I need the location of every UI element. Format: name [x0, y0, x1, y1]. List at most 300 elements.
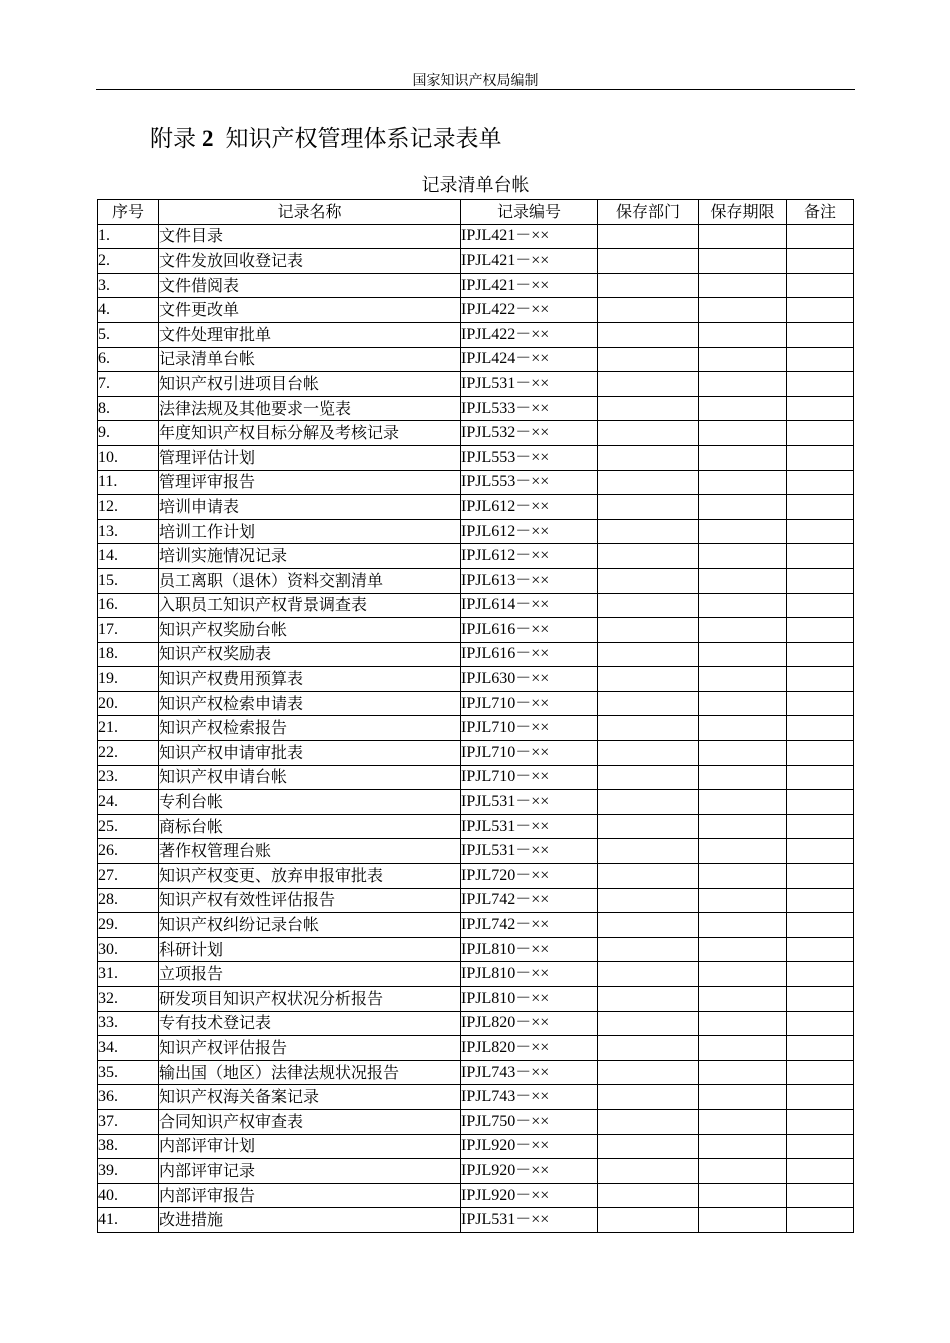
row-number: 28. — [98, 888, 159, 913]
record-code: IPJL616－×× — [461, 642, 598, 667]
record-name: 文件借阅表 — [159, 273, 461, 298]
department-cell — [598, 790, 699, 815]
department-cell — [598, 273, 699, 298]
remarks-cell — [787, 372, 854, 397]
remarks-cell — [787, 1036, 854, 1061]
record-name: 知识产权奖励表 — [159, 642, 461, 667]
department-cell — [598, 765, 699, 790]
record-code: IPJL750－×× — [461, 1109, 598, 1134]
retention-period-cell — [699, 519, 787, 544]
table-row — [98, 421, 854, 446]
row-number: 12. — [98, 495, 159, 520]
retention-period-cell — [699, 322, 787, 347]
remarks-cell — [787, 445, 854, 470]
record-code: IPJL531－×× — [461, 372, 598, 397]
remarks-cell — [787, 839, 854, 864]
row-number: 17. — [98, 618, 159, 643]
retention-period-cell — [699, 273, 787, 298]
department-cell — [598, 495, 699, 520]
retention-period-cell — [699, 937, 787, 962]
retention-period-cell — [699, 445, 787, 470]
department-cell — [598, 1085, 699, 1110]
row-number: 22. — [98, 741, 159, 766]
department-cell — [598, 224, 699, 249]
row-number: 34. — [98, 1036, 159, 1061]
row-number: 36. — [98, 1085, 159, 1110]
department-cell — [598, 1159, 699, 1184]
remarks-cell — [787, 273, 854, 298]
department-cell — [598, 1036, 699, 1061]
retention-period-cell — [699, 1109, 787, 1134]
remarks-cell — [787, 1109, 854, 1134]
table-row — [98, 249, 854, 274]
record-name: 文件目录 — [159, 224, 461, 249]
record-code: IPJL810－×× — [461, 987, 598, 1012]
remarks-cell — [787, 741, 854, 766]
department-cell — [598, 1134, 699, 1159]
department-cell — [598, 716, 699, 741]
retention-period-cell — [699, 421, 787, 446]
table-row — [98, 839, 854, 864]
remarks-cell — [787, 593, 854, 618]
table-row — [98, 322, 854, 347]
record-code: IPJL743－×× — [461, 1060, 598, 1085]
remarks-cell — [787, 814, 854, 839]
remarks-cell — [787, 1159, 854, 1184]
record-name: 科研计划 — [159, 937, 461, 962]
remarks-cell — [787, 421, 854, 446]
remarks-cell — [787, 864, 854, 889]
row-number: 11. — [98, 470, 159, 495]
record-code: IPJL613－×× — [461, 568, 598, 593]
remarks-cell — [787, 691, 854, 716]
remarks-cell — [787, 347, 854, 372]
row-number: 27. — [98, 864, 159, 889]
department-cell — [598, 667, 699, 692]
record-code: IPJL421－×× — [461, 249, 598, 274]
department-cell — [598, 445, 699, 470]
remarks-cell — [787, 1134, 854, 1159]
table-row — [98, 1060, 854, 1085]
department-cell — [598, 741, 699, 766]
remarks-cell — [787, 790, 854, 815]
table-row — [98, 1134, 854, 1159]
record-name: 研发项目知识产权状况分析报告 — [159, 987, 461, 1012]
record-code: IPJL614－×× — [461, 593, 598, 618]
record-name: 员工离职（退休）资料交割清单 — [159, 568, 461, 593]
record-code: IPJL612－×× — [461, 519, 598, 544]
record-code: IPJL820－×× — [461, 1011, 598, 1036]
retention-period-cell — [699, 495, 787, 520]
row-number: 9. — [98, 421, 159, 446]
remarks-cell — [787, 1208, 854, 1233]
retention-period-cell — [699, 1208, 787, 1233]
department-cell — [598, 691, 699, 716]
record-name: 知识产权引进项目台帐 — [159, 372, 461, 397]
record-code: IPJL531－×× — [461, 814, 598, 839]
table-row — [98, 790, 854, 815]
record-code: IPJL710－×× — [461, 716, 598, 741]
department-cell — [598, 1183, 699, 1208]
retention-period-cell — [699, 642, 787, 667]
remarks-cell — [787, 1183, 854, 1208]
department-cell — [598, 1208, 699, 1233]
remarks-cell — [787, 642, 854, 667]
record-code: IPJL532－×× — [461, 421, 598, 446]
retention-period-cell — [699, 618, 787, 643]
record-code: IPJL742－×× — [461, 913, 598, 938]
remarks-cell — [787, 470, 854, 495]
retention-period-cell — [699, 544, 787, 569]
row-number: 7. — [98, 372, 159, 397]
table-row — [98, 495, 854, 520]
record-name: 知识产权检索申请表 — [159, 691, 461, 716]
record-name: 输出国（地区）法律法规状况报告 — [159, 1060, 461, 1085]
table-row — [98, 273, 854, 298]
table-row — [98, 691, 854, 716]
row-number: 21. — [98, 716, 159, 741]
record-code: IPJL531－×× — [461, 839, 598, 864]
appendix-number: 2 — [202, 126, 214, 151]
record-name: 知识产权有效性评估报告 — [159, 888, 461, 913]
record-code: IPJL710－×× — [461, 765, 598, 790]
retention-period-cell — [699, 1036, 787, 1061]
retention-period-cell — [699, 470, 787, 495]
table-row — [98, 1109, 854, 1134]
retention-period-cell — [699, 790, 787, 815]
record-code: IPJL422－×× — [461, 298, 598, 323]
record-name: 知识产权评估报告 — [159, 1036, 461, 1061]
remarks-cell — [787, 1085, 854, 1110]
retention-period-cell — [699, 396, 787, 421]
record-code: IPJL422－×× — [461, 322, 598, 347]
table-row — [98, 1011, 854, 1036]
table-row — [98, 888, 854, 913]
record-code: IPJL421－×× — [461, 273, 598, 298]
remarks-cell — [787, 224, 854, 249]
retention-period-cell — [699, 691, 787, 716]
record-code: IPJL630－×× — [461, 667, 598, 692]
row-number: 41. — [98, 1208, 159, 1233]
record-code: IPJL743－×× — [461, 1085, 598, 1110]
table-row — [98, 298, 854, 323]
record-name: 培训申请表 — [159, 495, 461, 520]
table-row — [98, 568, 854, 593]
department-cell — [598, 372, 699, 397]
record-name: 管理评审报告 — [159, 470, 461, 495]
department-cell — [598, 618, 699, 643]
retention-period-cell — [699, 716, 787, 741]
record-name: 知识产权申请台帐 — [159, 765, 461, 790]
record-name: 知识产权纠纷记录台帐 — [159, 913, 461, 938]
header-divider — [96, 89, 855, 90]
retention-period-cell — [699, 1183, 787, 1208]
row-number: 29. — [98, 913, 159, 938]
record-name: 专有技术登记表 — [159, 1011, 461, 1036]
remarks-cell — [787, 716, 854, 741]
retention-period-cell — [699, 1159, 787, 1184]
table-row — [98, 1159, 854, 1184]
record-code: IPJL710－×× — [461, 741, 598, 766]
retention-period-cell — [699, 864, 787, 889]
retention-period-cell — [699, 298, 787, 323]
retention-period-cell — [699, 962, 787, 987]
record-name: 专利台帐 — [159, 790, 461, 815]
record-code: IPJL612－×× — [461, 495, 598, 520]
row-number: 1. — [98, 224, 159, 249]
table-row — [98, 519, 854, 544]
row-number: 10. — [98, 445, 159, 470]
department-cell — [598, 421, 699, 446]
department-cell — [598, 470, 699, 495]
retention-period-cell — [699, 741, 787, 766]
department-cell — [598, 568, 699, 593]
record-name: 年度知识产权目标分解及考核记录 — [159, 421, 461, 446]
department-cell — [598, 839, 699, 864]
table-row — [98, 544, 854, 569]
record-name: 知识产权海关备案记录 — [159, 1085, 461, 1110]
record-code: IPJL531－×× — [461, 1208, 598, 1233]
department-cell — [598, 519, 699, 544]
col-header-department: 保存部门 — [598, 200, 699, 225]
record-name: 入职员工知识产权背景调查表 — [159, 593, 461, 618]
row-number: 14. — [98, 544, 159, 569]
table-body — [98, 224, 854, 1232]
record-code: IPJL810－×× — [461, 962, 598, 987]
record-code: IPJL616－×× — [461, 618, 598, 643]
retention-period-cell — [699, 249, 787, 274]
row-number: 31. — [98, 962, 159, 987]
row-number: 2. — [98, 249, 159, 274]
department-cell — [598, 913, 699, 938]
department-cell — [598, 1060, 699, 1085]
record-code: IPJL424－×× — [461, 347, 598, 372]
row-number: 15. — [98, 568, 159, 593]
remarks-cell — [787, 913, 854, 938]
table-header-row — [98, 200, 854, 225]
table-row — [98, 937, 854, 962]
record-name: 知识产权检索报告 — [159, 716, 461, 741]
record-code: IPJL710－×× — [461, 691, 598, 716]
record-name: 文件处理审批单 — [159, 322, 461, 347]
remarks-cell — [787, 888, 854, 913]
table-row — [98, 347, 854, 372]
remarks-cell — [787, 1011, 854, 1036]
row-number: 40. — [98, 1183, 159, 1208]
table-row — [98, 667, 854, 692]
row-number: 26. — [98, 839, 159, 864]
record-code: IPJL810－×× — [461, 937, 598, 962]
record-name: 商标台帐 — [159, 814, 461, 839]
table-title: 记录清单台帐 — [421, 175, 530, 196]
row-number: 35. — [98, 1060, 159, 1085]
department-cell — [598, 322, 699, 347]
col-header-number: 序号 — [98, 200, 159, 225]
remarks-cell — [787, 249, 854, 274]
remarks-cell — [787, 962, 854, 987]
department-cell — [598, 396, 699, 421]
table-row — [98, 224, 854, 249]
department-cell — [598, 642, 699, 667]
record-name: 管理评估计划 — [159, 445, 461, 470]
table-row — [98, 765, 854, 790]
remarks-cell — [787, 298, 854, 323]
page-header: 国家知识产权局编制 — [412, 73, 539, 89]
table-row — [98, 962, 854, 987]
record-code: IPJL742－×× — [461, 888, 598, 913]
table-row — [98, 864, 854, 889]
remarks-cell — [787, 396, 854, 421]
retention-period-cell — [699, 765, 787, 790]
col-header-remarks: 备注 — [787, 200, 854, 225]
remarks-cell — [787, 544, 854, 569]
retention-period-cell — [699, 888, 787, 913]
row-number: 19. — [98, 667, 159, 692]
record-name: 著作权管理台账 — [159, 839, 461, 864]
retention-period-cell — [699, 372, 787, 397]
record-code: IPJL553－×× — [461, 470, 598, 495]
remarks-cell — [787, 568, 854, 593]
row-number: 24. — [98, 790, 159, 815]
record-name: 知识产权申请审批表 — [159, 741, 461, 766]
table-row — [98, 1085, 854, 1110]
record-name: 培训实施情况记录 — [159, 544, 461, 569]
retention-period-cell — [699, 913, 787, 938]
retention-period-cell — [699, 814, 787, 839]
row-number: 4. — [98, 298, 159, 323]
department-cell — [598, 347, 699, 372]
row-number: 3. — [98, 273, 159, 298]
table-row — [98, 642, 854, 667]
table-row — [98, 814, 854, 839]
department-cell — [598, 1109, 699, 1134]
row-number: 30. — [98, 937, 159, 962]
remarks-cell — [787, 667, 854, 692]
record-code: IPJL531－×× — [461, 790, 598, 815]
table-row — [98, 1208, 854, 1233]
record-name: 记录清单台帐 — [159, 347, 461, 372]
appendix-label: 附录 — [150, 126, 196, 152]
remarks-cell — [787, 519, 854, 544]
record-code: IPJL553－×× — [461, 445, 598, 470]
remarks-cell — [787, 1060, 854, 1085]
row-number: 13. — [98, 519, 159, 544]
record-code: IPJL920－×× — [461, 1134, 598, 1159]
row-number: 5. — [98, 322, 159, 347]
table-row — [98, 987, 854, 1012]
retention-period-cell — [699, 347, 787, 372]
record-name: 内部评审记录 — [159, 1159, 461, 1184]
department-cell — [598, 962, 699, 987]
record-code: IPJL820－×× — [461, 1036, 598, 1061]
retention-period-cell — [699, 568, 787, 593]
row-number: 18. — [98, 642, 159, 667]
record-name: 内部评审计划 — [159, 1134, 461, 1159]
table-row — [98, 396, 854, 421]
record-code: IPJL920－×× — [461, 1159, 598, 1184]
row-number: 32. — [98, 987, 159, 1012]
retention-period-cell — [699, 593, 787, 618]
retention-period-cell — [699, 839, 787, 864]
remarks-cell — [787, 322, 854, 347]
row-number: 25. — [98, 814, 159, 839]
department-cell — [598, 298, 699, 323]
table-row — [98, 593, 854, 618]
remarks-cell — [787, 765, 854, 790]
row-number: 23. — [98, 765, 159, 790]
records-table — [97, 199, 854, 1233]
table-row — [98, 618, 854, 643]
department-cell — [598, 249, 699, 274]
record-name: 知识产权费用预算表 — [159, 667, 461, 692]
record-code: IPJL533－×× — [461, 396, 598, 421]
table-row — [98, 470, 854, 495]
record-name: 改进措施 — [159, 1208, 461, 1233]
col-header-retention-period: 保存期限 — [699, 200, 787, 225]
table-row — [98, 1183, 854, 1208]
document-title — [150, 120, 502, 153]
retention-period-cell — [699, 987, 787, 1012]
record-code: IPJL720－×× — [461, 864, 598, 889]
record-name: 知识产权奖励台帐 — [159, 618, 461, 643]
row-number: 38. — [98, 1134, 159, 1159]
record-name: 文件更改单 — [159, 298, 461, 323]
col-header-record-name: 记录名称 — [159, 200, 461, 225]
record-code: IPJL421－×× — [461, 224, 598, 249]
department-cell — [598, 1011, 699, 1036]
remarks-cell — [787, 937, 854, 962]
record-name: 知识产权变更、放弃申报审批表 — [159, 864, 461, 889]
row-number: 37. — [98, 1109, 159, 1134]
remarks-cell — [787, 987, 854, 1012]
department-cell — [598, 987, 699, 1012]
remarks-cell — [787, 618, 854, 643]
table-row — [98, 372, 854, 397]
table-row — [98, 716, 854, 741]
table-row — [98, 913, 854, 938]
record-name: 立项报告 — [159, 962, 461, 987]
row-number: 16. — [98, 593, 159, 618]
retention-period-cell — [699, 667, 787, 692]
table-row — [98, 1036, 854, 1061]
department-cell — [598, 864, 699, 889]
row-number: 8. — [98, 396, 159, 421]
department-cell — [598, 888, 699, 913]
retention-period-cell — [699, 1134, 787, 1159]
record-name: 文件发放回收登记表 — [159, 249, 461, 274]
record-name: 法律法规及其他要求一览表 — [159, 396, 461, 421]
record-code: IPJL920－×× — [461, 1183, 598, 1208]
record-name: 培训工作计划 — [159, 519, 461, 544]
retention-period-cell — [699, 224, 787, 249]
record-name: 合同知识产权审查表 — [159, 1109, 461, 1134]
retention-period-cell — [699, 1060, 787, 1085]
retention-period-cell — [699, 1085, 787, 1110]
table-row — [98, 741, 854, 766]
row-number: 33. — [98, 1011, 159, 1036]
record-code: IPJL612－×× — [461, 544, 598, 569]
table-row — [98, 445, 854, 470]
remarks-cell — [787, 495, 854, 520]
row-number: 20. — [98, 691, 159, 716]
row-number: 39. — [98, 1159, 159, 1184]
record-name: 内部评审报告 — [159, 1183, 461, 1208]
row-number: 6. — [98, 347, 159, 372]
department-cell — [598, 593, 699, 618]
department-cell — [598, 544, 699, 569]
department-cell — [598, 937, 699, 962]
title-text: 知识产权管理体系记录表单 — [225, 126, 502, 152]
